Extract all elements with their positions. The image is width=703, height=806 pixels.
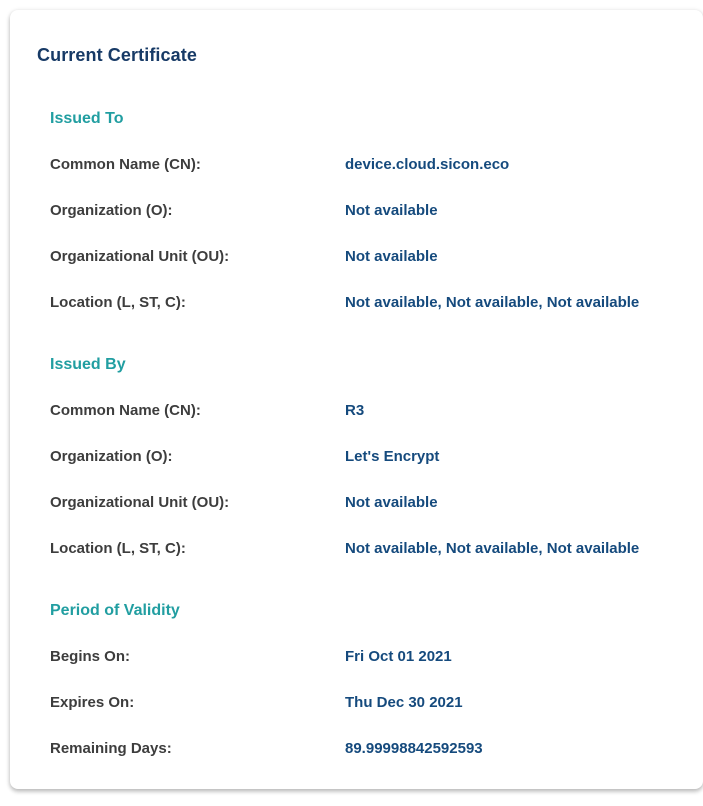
cert-field-row [50, 201, 679, 221]
cert-field-label: Begins On: [50, 648, 131, 665]
cert-field-label: Common Name (CN): [50, 402, 201, 419]
cert-field-value: 89.99998842592593 [345, 740, 483, 757]
cert-field-row [50, 401, 679, 421]
cert-field-label: Location (L, ST, C): [50, 540, 186, 557]
cert-field-row [50, 539, 679, 559]
cert-field-row [50, 739, 679, 759]
cert-field-row [50, 447, 679, 467]
page-title: Current Certificate [37, 45, 197, 65]
cert-field-value: Not available [345, 494, 438, 511]
cert-field-row [50, 247, 679, 267]
cert-field-label: Organizational Unit (OU): [50, 248, 230, 265]
cert-field-value: Not available, Not available, Not available [345, 294, 640, 311]
cert-field-row [50, 693, 679, 713]
current-certificate-card [10, 10, 703, 789]
cert-field-value: Not available [345, 248, 438, 265]
section-issued-to [50, 109, 679, 313]
cert-field-value: R3 [345, 402, 365, 419]
cert-field-value: Thu Dec 30 2021 [345, 694, 463, 711]
section-issued-by [50, 355, 679, 559]
cert-field-label: Remaining Days: [50, 740, 172, 757]
section-heading-issued-by: Issued By [50, 356, 126, 373]
cert-field-value: Not available, Not available, Not available [345, 540, 640, 557]
cert-field-row [50, 293, 679, 313]
cert-field-value: device.cloud.sicon.eco [345, 156, 510, 173]
cert-field-row [50, 155, 679, 175]
cert-field-value: Fri Oct 01 2021 [345, 648, 452, 665]
cert-field-label: Organization (O): [50, 448, 173, 465]
section-heading-period-of-validity: Period of Validity [50, 602, 180, 619]
section-period-of-validity [50, 601, 679, 759]
cert-field-row [50, 493, 679, 513]
cert-field-value: Let's Encrypt [345, 448, 440, 465]
cert-field-label: Common Name (CN): [50, 156, 201, 173]
cert-field-label: Location (L, ST, C): [50, 294, 186, 311]
section-heading-issued-to: Issued To [50, 110, 124, 127]
cert-field-row [50, 647, 679, 667]
cert-field-value: Not available [345, 202, 438, 219]
cert-field-label: Organization (O): [50, 202, 173, 219]
cert-field-label: Expires On: [50, 694, 135, 711]
cert-field-label: Organizational Unit (OU): [50, 494, 230, 511]
